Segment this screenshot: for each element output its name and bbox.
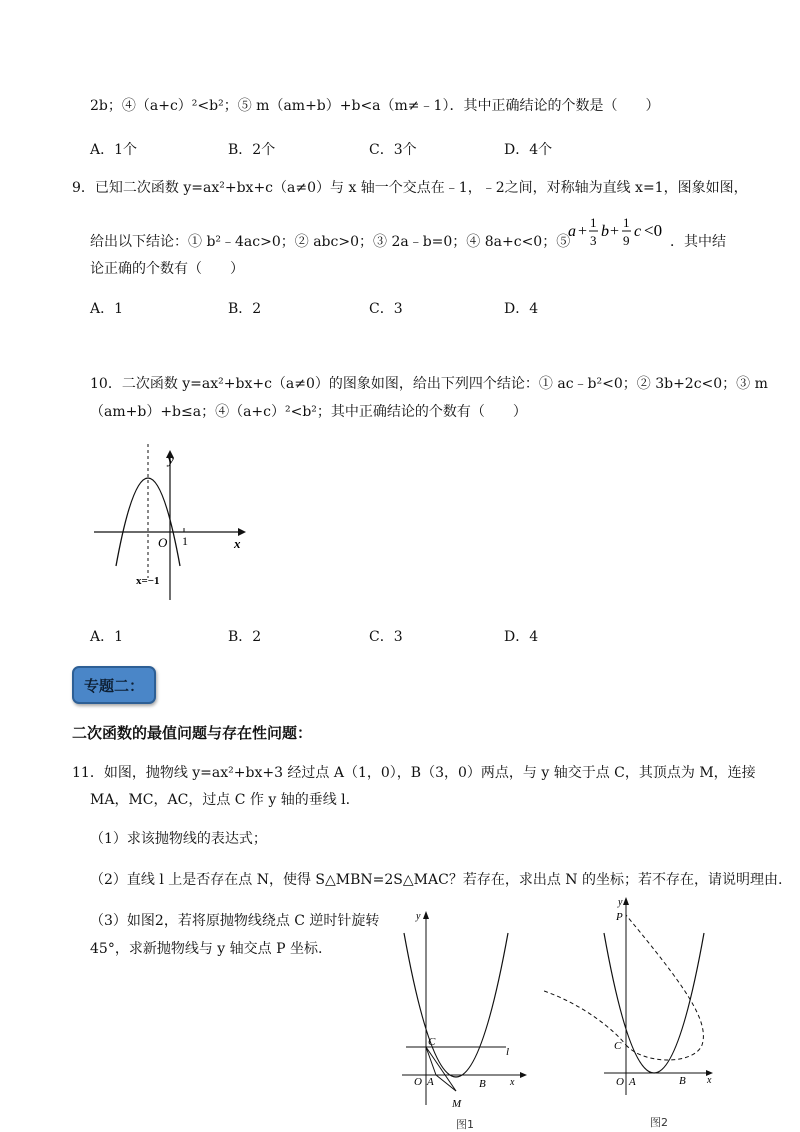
fig1-c-label: C — [428, 1036, 436, 1048]
q9-option-b: B．2 — [228, 301, 262, 317]
fig2-b-label: B — [679, 1075, 686, 1087]
svg-text:c: c — [634, 223, 642, 240]
q9-option-a: A．1 — [90, 301, 124, 317]
q8-option-c: C．3个 — [369, 142, 417, 158]
q10-x-arrow — [238, 528, 246, 536]
q11-stem-line2: MA，MC，AC，过点 C 作 y 轴的垂线 l. — [90, 792, 351, 808]
fig2-y-label: y — [618, 897, 623, 908]
q9-formula — [568, 212, 676, 252]
svg-text:9: 9 — [623, 233, 630, 248]
q8-option-b: B．2个 — [228, 142, 276, 158]
q10-stem-line2: （am+b）+b≤a；④（a+c）²<b²；其中正确结论的个数有（ ） — [90, 404, 527, 420]
q9-option-c: C．3 — [369, 301, 403, 317]
fig2-p-label: P — [616, 911, 623, 923]
q8-option-d: D．4个 — [504, 142, 553, 158]
q8-prefix: 2 — [90, 98, 99, 114]
q10-option-c: C．3 — [369, 629, 403, 645]
q9-stem-line2 — [90, 232, 570, 252]
q11-part3-a: （3）如图2，若将原抛物线绕点 C 逆时针旋转 — [90, 913, 380, 929]
q8-condition-line — [90, 96, 659, 116]
q11-part1: （1）求该抛物线的表达式； — [90, 831, 267, 847]
q11-stem-line1: 11．如图，抛物线 y=ax²+bx+3 经过点 A（1，0），B（3，0）两点，与 y 轴交于点 C，其顶点为 M，连接 — [72, 765, 756, 781]
fig1-b-label: B — [479, 1078, 486, 1090]
q10-axis-label: x=−1 — [136, 575, 160, 587]
fig2-rotated-branch-left — [544, 991, 626, 1045]
q11-part3-b: 45°，求新抛物线与 y 轴交点 P 坐标. — [90, 941, 323, 957]
fig1-parabola — [404, 933, 508, 1077]
q10-option-b: B．2 — [228, 629, 262, 645]
q10-y-label: y — [168, 452, 174, 467]
fig2-original-parabola — [604, 933, 704, 1073]
fig1-caption: 图1 — [456, 1118, 474, 1131]
q9-option-d: D．4 — [504, 301, 539, 317]
svg-text:+: + — [610, 223, 620, 240]
fig2-x-label: x — [707, 1075, 712, 1086]
q9-stem-line3: 论正确的个数有（ ） — [90, 261, 244, 277]
fig1-l-label: l — [506, 1046, 510, 1058]
fig1-m-label: M — [452, 1098, 462, 1110]
q10-option-d: D．4 — [504, 629, 539, 645]
topic-badge: 专题二： — [72, 666, 156, 704]
q10-tick-label: 1 — [182, 534, 188, 548]
q10-parabola-graph — [88, 444, 258, 604]
q8-text: b；④（a+c）²<b²；⑤ m（am+b）+b<a（m≠﹣1）．其中正确结论的个数是（ ） — [98, 98, 660, 114]
q9-conclusions: 给出以下结论：① b²﹣4ac>0；② abc>0；③ 2a﹣b=0；④ 8a+c<0；⑤ — [90, 234, 571, 250]
svg-text:1: 1 — [623, 215, 630, 230]
fig2-a-label: A — [629, 1076, 636, 1088]
q8-option-a: A．1个 — [90, 142, 138, 158]
fig2-rotated-branch-right — [626, 915, 703, 1060]
fig2-o-label: O — [616, 1076, 624, 1088]
q10-stem-line1: 10．二次函数 y=ax²+bx+c（a≠0）的图象如图，给出下列四个结论：① ac﹣b²<0；② 3b+2c<0；③ m — [90, 376, 768, 392]
fig2-caption: 图2 — [650, 1116, 668, 1129]
section-heading: 二次函数的最值问题与存在性问题： — [72, 724, 313, 742]
fig1-y-label: y — [416, 911, 421, 922]
q11-figure-2 — [544, 895, 724, 1100]
svg-text:a: a — [568, 223, 576, 240]
q10-option-a: A．1 — [90, 629, 124, 645]
fig1-o-label: O — [414, 1076, 422, 1088]
q11-part2: （2）直线 l 上是否存在点 N，使得 S△MBN=2S△MAC？若存在，求出点 N 的坐标；若不存在，请说明理由. — [90, 872, 783, 888]
svg-text:1: 1 — [590, 215, 597, 230]
q11-figure-1 — [396, 905, 536, 1110]
fig1-a-label: A — [427, 1076, 434, 1088]
svg-text:+: + — [578, 223, 588, 240]
fig2-c-label: C — [614, 1040, 622, 1052]
q9-formula-svg — [568, 212, 676, 252]
fig1-x-label: x — [510, 1077, 515, 1088]
svg-text:<0: <0 — [644, 221, 663, 240]
q9-stem-line1: 9．已知二次函数 y=ax²+bx+c（a≠0）与 x 轴一个交点在﹣1，﹣2之间，对称轴为直线 x=1，图象如图， — [72, 180, 748, 196]
q9-stem-line2-end: ．其中结 — [670, 234, 726, 250]
svg-text:b: b — [601, 223, 609, 240]
svg-text:3: 3 — [590, 233, 597, 248]
q10-x-label: x — [234, 536, 241, 551]
q10-origin-label: O — [158, 535, 168, 550]
